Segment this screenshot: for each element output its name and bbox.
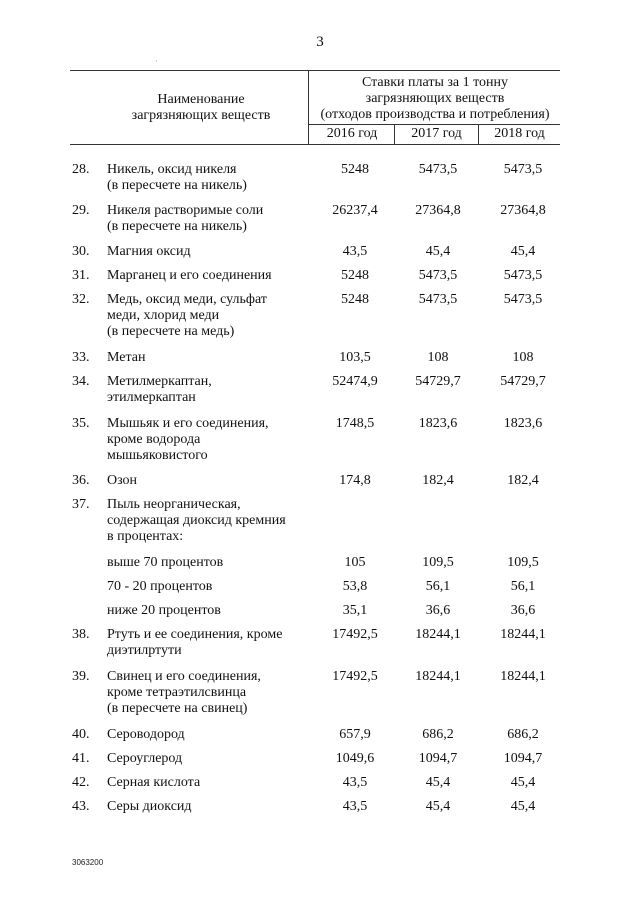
rate-2017: 1094,7 bbox=[418, 751, 458, 766]
substance-name: Метан bbox=[107, 350, 146, 365]
row-number: 31. bbox=[72, 268, 90, 283]
substance-name: Метилмеркаптан, этилмеркаптан bbox=[107, 374, 212, 405]
years-rule bbox=[308, 124, 560, 125]
substance-name: Серы диоксид bbox=[107, 799, 192, 814]
rate-2017: 18244,1 bbox=[415, 627, 461, 642]
rate-2018: 45,4 bbox=[510, 799, 536, 814]
substance-name-header: Наименование загрязняющих веществ bbox=[131, 92, 271, 123]
page-number: 3 bbox=[316, 34, 324, 50]
rate-2017: 27364,8 bbox=[415, 203, 461, 218]
rate-2016: 17492,5 bbox=[332, 669, 378, 684]
rate-2017: 36,6 bbox=[425, 603, 451, 618]
substance-name: Никель, оксид никеля (в пересчете на никель) bbox=[107, 162, 247, 193]
row-number: 36. bbox=[72, 473, 90, 488]
substance-name: 70 - 20 процентов bbox=[107, 579, 213, 594]
rate-2016: 43,5 bbox=[342, 244, 368, 259]
substance-name: Озон bbox=[107, 473, 138, 488]
rate-2017: 56,1 bbox=[425, 579, 451, 594]
rate-2018: 182,4 bbox=[507, 473, 539, 488]
rate-2018: 5473,5 bbox=[503, 162, 543, 177]
rate-2016: 105 bbox=[344, 555, 366, 570]
row-number: 41. bbox=[72, 751, 90, 766]
row-number: 40. bbox=[72, 727, 90, 742]
rate-2016: 43,5 bbox=[342, 775, 368, 790]
rate-2016: 17492,5 bbox=[332, 627, 378, 642]
rate-2018: 1094,7 bbox=[503, 751, 543, 766]
row-number: 43. bbox=[72, 799, 90, 814]
rate-2017: 45,4 bbox=[425, 244, 451, 259]
rate-2017: 45,4 bbox=[425, 799, 451, 814]
rate-2017: 182,4 bbox=[422, 473, 454, 488]
rate-2016: 5248 bbox=[341, 162, 369, 177]
rate-2017: 686,2 bbox=[422, 727, 454, 742]
rate-2017: 54729,7 bbox=[415, 374, 461, 389]
row-number: 38. bbox=[72, 627, 90, 642]
substance-name: Медь, оксид меди, сульфат меди, хлорид меди (в пересчете на медь) bbox=[107, 292, 267, 339]
substance-name: Сероуглерод bbox=[107, 751, 183, 766]
rate-2016: 35,1 bbox=[342, 603, 368, 618]
row-number: 37. bbox=[72, 497, 90, 512]
rate-2016: 103,5 bbox=[339, 350, 371, 365]
rate-2018: 108 bbox=[512, 350, 534, 365]
row-number: 32. bbox=[72, 292, 90, 307]
row-number: 33. bbox=[72, 350, 90, 365]
row-number: 42. bbox=[72, 775, 90, 790]
substance-name: Сероводород bbox=[107, 727, 185, 742]
year-header-2018: 2018 год bbox=[494, 126, 545, 141]
rates-header: Ставки платы за 1 тонну загрязняющих веществ (отходов производства и потребления) bbox=[320, 75, 550, 122]
rate-2016: 657,9 bbox=[339, 727, 371, 742]
substance-name: ниже 20 процентов bbox=[107, 603, 221, 618]
rate-2018: 18244,1 bbox=[500, 627, 546, 642]
substance-name: Мышьяк и его соединения, кроме водорода мышьяковистого bbox=[107, 416, 269, 463]
rate-2016: 26237,4 bbox=[332, 203, 378, 218]
table-top-rule bbox=[70, 70, 560, 71]
rate-2018: 56,1 bbox=[510, 579, 536, 594]
rate-2018: 27364,8 bbox=[500, 203, 546, 218]
scan-mark: · bbox=[155, 57, 158, 66]
rate-2017: 5473,5 bbox=[418, 268, 458, 283]
rate-2018: 5473,5 bbox=[503, 292, 543, 307]
rate-2017: 1823,6 bbox=[418, 416, 458, 431]
rate-2016: 1049,6 bbox=[335, 751, 375, 766]
rate-2016: 53,8 bbox=[342, 579, 368, 594]
substance-name: Никеля растворимые соли (в пересчете на никель) bbox=[107, 203, 264, 234]
row-number: 34. bbox=[72, 374, 90, 389]
rate-2017: 109,5 bbox=[422, 555, 454, 570]
document-code: 3063200 bbox=[72, 858, 104, 867]
rate-2016: 5248 bbox=[341, 268, 369, 283]
substance-name: Свинец и его соединения, кроме тетраэтилсвинца (в пересчете на свинец) bbox=[107, 669, 261, 716]
rate-2016: 43,5 bbox=[342, 799, 368, 814]
row-number: 30. bbox=[72, 244, 90, 259]
rate-2016: 5248 bbox=[341, 292, 369, 307]
rate-2018: 1823,6 bbox=[503, 416, 543, 431]
rate-2017: 45,4 bbox=[425, 775, 451, 790]
rate-2018: 109,5 bbox=[507, 555, 539, 570]
rate-2018: 686,2 bbox=[507, 727, 539, 742]
rate-2016: 1748,5 bbox=[335, 416, 375, 431]
rate-2018: 45,4 bbox=[510, 775, 536, 790]
rate-2017: 5473,5 bbox=[418, 292, 458, 307]
year-header-2016: 2016 год bbox=[326, 126, 378, 141]
substance-name: выше 70 процентов bbox=[107, 555, 224, 570]
substance-name: Пыль неорганическая, содержащая диоксид кремния в процентах: bbox=[107, 497, 286, 544]
rate-2018: 54729,7 bbox=[500, 374, 546, 389]
rate-2016: 174,8 bbox=[339, 473, 371, 488]
rate-2017: 18244,1 bbox=[415, 669, 461, 684]
rate-2018: 45,4 bbox=[510, 244, 536, 259]
substance-name: Ртуть и ее соединения, кроме диэтилртути bbox=[107, 627, 283, 658]
row-number: 39. bbox=[72, 669, 90, 684]
substance-name: Марганец и его соединения bbox=[107, 268, 272, 283]
header-divider bbox=[308, 70, 309, 144]
header-bottom-rule bbox=[70, 144, 560, 145]
rate-2016: 52474,9 bbox=[332, 374, 378, 389]
rate-2017: 5473,5 bbox=[418, 162, 458, 177]
row-number: 35. bbox=[72, 416, 90, 431]
row-number: 28. bbox=[72, 162, 90, 177]
rate-2017: 108 bbox=[427, 350, 449, 365]
rate-2018: 36,6 bbox=[510, 603, 536, 618]
substance-name: Магния оксид bbox=[107, 244, 191, 259]
rate-2018: 18244,1 bbox=[500, 669, 546, 684]
substance-name: Серная кислота bbox=[107, 775, 201, 790]
rate-2018: 5473,5 bbox=[503, 268, 543, 283]
year-header-2017: 2017 год bbox=[411, 126, 462, 141]
row-number: 29. bbox=[72, 203, 90, 218]
